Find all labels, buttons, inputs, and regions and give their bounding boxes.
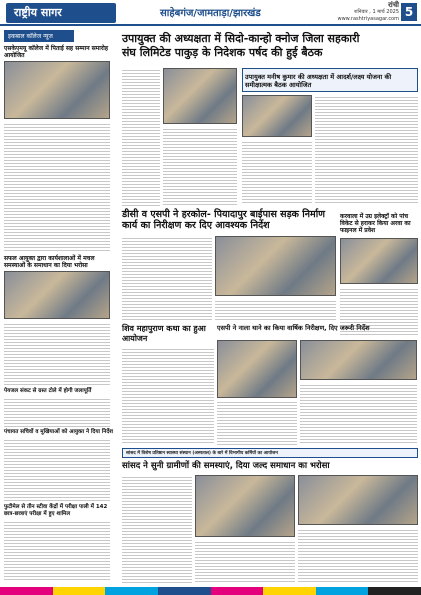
story5-headline: फुटीमेल से तीन स्टीवा केंद्रों में परीक्षा पाली में 142 छात्र-छात्राएं परीक्षा में हुए शामिल — [4, 504, 108, 517]
right-top-body2 — [242, 140, 312, 205]
dc-sp-body2 — [215, 299, 336, 320]
right-top-photo — [242, 95, 312, 137]
sp-body — [217, 400, 297, 445]
top-story-headline — [122, 32, 414, 60]
city-label: रांची — [388, 1, 399, 9]
website-link[interactable]: www.rashtriyasagar.com — [337, 16, 399, 22]
story2-headline: सफल आयुक्त द्वारा कार्यशालाओं में मचल समस्याओं के समाधान का दिया भरोसा — [4, 255, 95, 269]
side-headline: करवाला में उग्र इलेक्ट्रॉ को पांच विकेट से हराकर किया अरवा का फाइनल में प्रवेश — [340, 213, 411, 234]
dc-sp-photo — [215, 236, 336, 296]
top-headline-line2: संघ लिमिटेड पाकुड़ के निदेशक पर्षद की हुई बैठक — [122, 46, 323, 59]
mp-body3 — [298, 528, 418, 583]
right-top-headline: उपायुक्त मनीष कुमार की अध्यक्षता में आदर्श/लक्ष्य योजना की समीक्षात्मक बैठक आयोजित — [245, 73, 392, 89]
masthead-info — [338, 2, 400, 23]
mp-body2 — [195, 540, 295, 583]
story2-body — [4, 322, 110, 386]
side-photo — [340, 238, 418, 284]
story4-headline: पंचायत सचिवों व मुखियाओं को आयुक्त ने दिया निर्देश — [4, 429, 114, 435]
footer-color-strip — [0, 587, 421, 595]
top-headline-line1: उपायुक्त की अध्यक्षता में सिदो-कान्हो क्नोज जिला सहकारी — [122, 32, 360, 45]
top-story-body-col1 — [122, 68, 160, 206]
story1-photo — [4, 61, 110, 119]
masthead — [0, 0, 421, 26]
shiv-headline: शिव महापुराण कथा का हुआ आयोजन — [122, 324, 206, 343]
left-column — [4, 30, 114, 585]
story3-body — [4, 397, 110, 427]
dc-sp-headline: डीसी व एसपी ने हरकोल- पियादापुर बाईपास सड़क निर्माण कार्य का निरीक्षण कर दिए आवश्यक निर्देश — [122, 209, 326, 231]
edition-label: साहेबगंज/जामताड़ा/झारखंड — [160, 8, 261, 19]
right-top-body — [315, 95, 418, 205]
story2-photo — [4, 271, 110, 319]
health-headline: सांसद में विशेष प्रतिष्ठान स्वास्थ्य संस्थान (अस्पताल) के बारे में विभागीय कर्मियों का आयोजन — [126, 451, 278, 456]
sp-body2 — [300, 383, 417, 445]
right-top-head-box — [242, 68, 418, 92]
shiv-body — [122, 347, 214, 445]
top-story-body-col2 — [163, 127, 237, 206]
story1-body — [4, 122, 110, 252]
mp-headline: सांसद ने सुनी ग्रामीणों की समस्याएं, दिया जल्द समाधान का भरोसा — [122, 461, 330, 471]
section-tag: इकबाल कॉलेज न्यूज — [4, 30, 74, 42]
story3-headline: पेयजल संकट से ग्रस्त टोले में होगी जलापूर्ति — [4, 388, 92, 394]
story1-headline: एसकेएमयू कॉलेज में पिताई सह सम्मान समारोह आयोजित — [4, 45, 109, 59]
page-number: 5 — [401, 3, 417, 21]
sp-photo — [217, 340, 297, 398]
mp-photo — [195, 475, 295, 537]
mp-body — [122, 475, 192, 583]
dc-sp-body — [122, 236, 212, 320]
paper-logo: राष्ट्रीय सागर — [6, 3, 116, 23]
story5-body — [4, 520, 110, 580]
mp-photo2 — [298, 475, 418, 525]
sp-photo2 — [300, 340, 417, 380]
top-story-photo — [163, 68, 237, 124]
date-line: शनिवार , 1 मार्च 2025 — [354, 9, 399, 15]
story4-body — [4, 438, 110, 502]
sp-headline: एसपी ने नाला थाने का किया वार्षिक निरीक्षण, दिए जरूरी निर्देश — [217, 324, 370, 332]
health-head-box — [122, 448, 418, 458]
